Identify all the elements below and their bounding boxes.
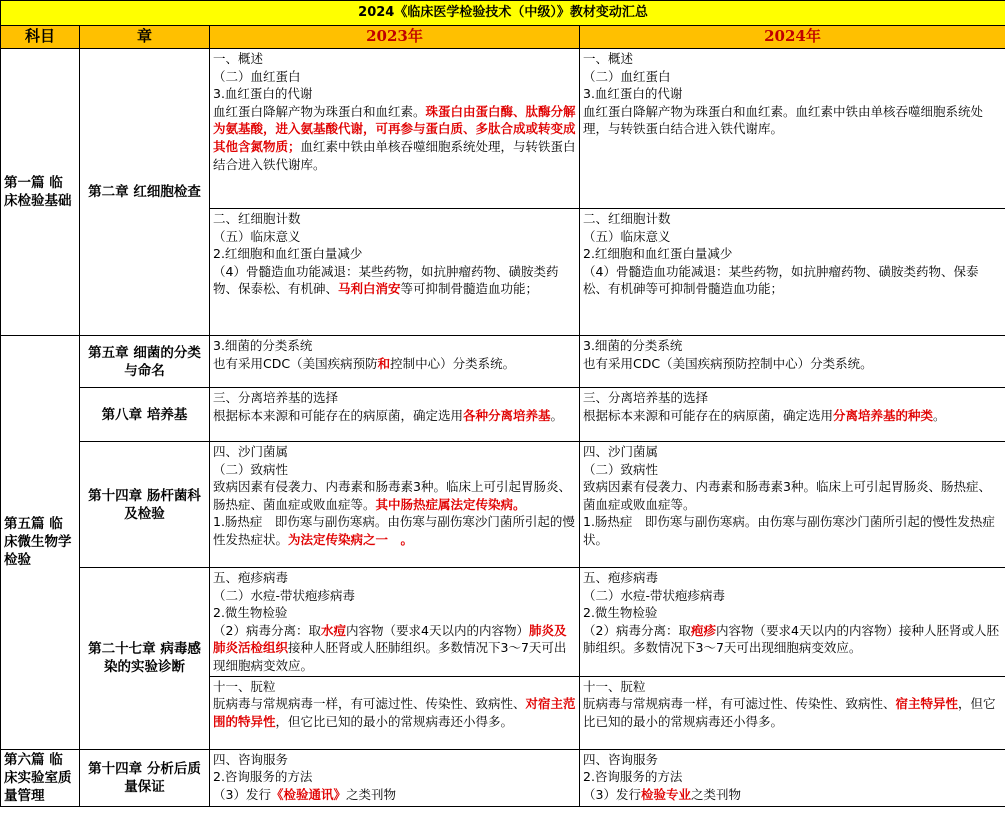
cell-2023 [210,568,580,677]
highlight-text: 检验专业 [640,786,691,802]
text-segment: 也有采用CDC（美国疾病预防 [213,355,378,371]
text-segment: （二）水痘-带状疱疹病毒 [213,587,356,603]
text-line [213,228,576,246]
text-line [583,355,1002,373]
text-segment: （二）致病性 [583,461,659,477]
header-2024: 2024年 [580,26,1005,49]
cell-2023 [210,388,580,442]
text-line [583,604,1002,622]
text-line [583,751,1002,769]
text-line [213,695,576,730]
text-segment: （3）发行 [213,786,271,802]
text-segment: （4）骨髓造血功能减退：某些药物，如抗肿瘤药物、磺胺类药物、保泰松、有机砷、 [213,263,559,297]
text-segment: 控制中心）分类系统。 [390,355,516,371]
highlight-text: 宿主特异性 [895,696,959,712]
text-line [213,786,576,804]
text-segment: 四、咨询服务 [583,751,659,767]
text-line [213,513,576,548]
header-2023: 2023年 [210,26,580,49]
text-segment: 2.红细胞和血红蛋白量减少 [213,246,363,262]
text-segment: 等可抑制骨髓造血功能； [400,281,539,297]
text-line [583,337,1002,355]
chapter-cell: 第五章 细菌的分类与命名 [80,336,210,388]
text-line [213,443,576,461]
text-line [583,461,1002,479]
text-line [213,389,576,407]
text-segment: 二、红细胞计数 [213,211,301,226]
highlight-text: 珠蛋白由蛋白酶、肽酶分解为氨基酸，进入氨基酸代谢，可再参与蛋白质、多肽合成或转变成其他含氮物质； [213,103,576,154]
text-segment: 三、分离培养基的选择 [583,390,709,405]
highlight-text: 水痘 [320,622,346,638]
table-row [1,388,1005,442]
text-line [213,622,576,675]
text-segment: 3.细菌的分类系统 [213,338,313,353]
text-segment: 十一、朊粒 [583,678,646,694]
text-segment: 2.微生物检验 [213,605,288,621]
cell-2024 [580,568,1005,677]
text-line [213,245,576,263]
text-line [583,389,1002,407]
chapter-cell: 第二十七章 病毒感染的实验诊断 [80,568,210,750]
subject-cell: 第一篇 临床检验基础 [1,49,80,336]
highlight-text: 马利白消安 [338,281,401,297]
header-subject: 科目 [1,26,80,49]
text-line [213,407,576,425]
highlight-text: 《检验通讯》 [270,786,346,802]
text-segment: 朊病毒与常规病毒一样，有可滤过性、传染性、致病性、 [213,696,526,712]
text-line [213,68,576,86]
text-segment: 血红蛋白降解产物为珠蛋白和血红素。血红素中铁由单核吞噬细胞系统处理，与转铁蛋白结合进入铁代谢库。 [583,103,984,137]
text-segment: 3.血红蛋白的代谢 [213,86,313,102]
text-line [583,678,1002,696]
text-line [213,751,576,769]
chapter-cell: 第十四章 肠杆菌科及检验 [80,442,210,568]
text-segment: 二、红细胞计数 [583,211,671,226]
header-chapter: 章 [80,26,210,49]
text-segment: （2）病毒分离：取 [583,622,691,638]
text-segment: 2.咨询服务的方法 [213,769,313,785]
text-segment: （二）致病性 [213,461,289,477]
text-segment: （二）血红蛋白 [583,68,671,84]
text-segment: 致病因素有侵袭力、内毒素和肠毒素3种。临床上可引起胃肠炎、肠热症、菌血症或败血症等。 [583,479,991,512]
text-line [213,678,576,696]
table-row [1,749,1005,806]
cell-2024 [580,336,1005,388]
text-line [583,513,1002,548]
text-segment: 血红素中铁由单核吞噬细胞系统处理，与转铁蛋白结合进入铁代谢库。 [213,138,576,172]
text-segment: 也有采用CDC（美国疾病预防控制中心）分类系统。 [583,355,873,371]
text-line [213,461,576,479]
text-segment: 接种人胚肾或人胚肺组织。多数情况下3～7天可出现细胞病变效应。 [213,640,567,673]
text-segment: 五、疱疹病毒 [583,570,659,585]
text-segment: 四、咨询服务 [213,751,289,767]
text-line [583,228,1002,246]
text-segment: 1.肠热症 即伤寒与副伤寒病。由伤寒与副伤寒沙门菌所引起的慢性发热症状。 [583,514,995,547]
cell-2023 [210,442,580,568]
text-line [213,587,576,605]
highlight-text: 对宿主范围的特异性 [213,696,576,729]
text-line [583,768,1002,786]
highlight-text: 其中肠热症属法定传染病。 [375,496,526,512]
text-segment: 2.红细胞和血红蛋白量减少 [583,246,733,262]
cell-2024 [580,442,1005,568]
text-segment: （二）血红蛋白 [213,68,301,84]
text-line [583,622,1002,657]
text-segment: 一、概述 [583,51,634,66]
highlight-text: 疱疹 [690,622,716,638]
chapter-cell: 第十四章 分析后质量保证 [80,749,210,806]
text-segment: 五、疱疹病毒 [213,570,289,585]
text-line [213,569,576,587]
text-segment: （2）病毒分离：取 [213,622,321,638]
text-segment: （五）临床意义 [213,228,301,244]
chapter-cell: 第二章 红细胞检查 [80,49,210,336]
text-line [583,68,1002,86]
text-segment: （4）骨髓造血功能减退：某些药物，如抗肿瘤药物、磺胺类药物、保泰松、有机砷等可抑制骨髓造血功能； [583,263,979,297]
chapter-cell: 第八章 培养基 [80,388,210,442]
cell-2023 [210,749,580,806]
highlight-text: 肺炎及肺炎活检组织 [213,622,567,656]
text-line [213,263,576,298]
cell-2024 [580,749,1005,806]
text-line [583,786,1002,804]
highlight-text: 和 [377,355,391,371]
text-line [213,103,576,173]
subject-cell: 第五篇 临床微生物学检验 [1,336,80,750]
cell-2024 [580,49,1005,209]
cell-2024 [580,209,1005,336]
text-line [213,85,576,103]
text-line [213,478,576,513]
text-segment: 内容物（要求4天以内的内容物） [345,622,529,638]
text-line [583,210,1002,228]
highlight-text: 分离培养基的种类 [833,407,934,423]
text-segment: 2.咨询服务的方法 [583,769,683,785]
cell-2024 [580,676,1005,749]
text-segment: 之类刊物 [690,786,741,802]
text-line [213,210,576,228]
text-segment: 3.细菌的分类系统 [583,338,683,353]
text-segment: 四、沙门菌属 [583,444,659,459]
text-segment: （3）发行 [583,786,641,802]
highlight-text: 为法定传染病之一 。 [288,531,414,547]
table-row [1,49,1005,209]
text-line [583,587,1002,605]
text-segment: 根据标本来源和可能存在的病原菌，确定选用 [213,407,464,423]
text-segment: 。 [933,407,946,423]
table-row [1,442,1005,568]
text-segment: 之类刊物 [345,786,396,802]
cell-2023 [210,209,580,336]
text-line [583,478,1002,513]
text-segment: 根据标本来源和可能存在的病原菌，确定选用 [583,407,834,423]
text-segment: 3.血红蛋白的代谢 [583,86,683,102]
text-segment: 十一、朊粒 [213,678,276,694]
text-line [583,407,1002,425]
text-line [213,604,576,622]
text-line [583,443,1002,461]
text-line [213,50,576,68]
text-segment: 血红蛋白降解产物为珠蛋白和血红素。 [213,103,426,119]
cell-2023 [210,676,580,749]
text-line [213,337,576,355]
text-segment: ，但它比已知的最小的常规病毒还小得多。 [583,696,996,729]
text-segment: 四、沙门菌属 [213,444,289,459]
text-segment: 1.肠热症 即伤寒与副伤寒病。由伤寒与副伤寒沙门菌所引起的慢性发热症状。 [213,514,575,547]
subject-cell: 第六篇 临床实验室质量管理 [1,749,80,806]
text-line [213,768,576,786]
text-segment: 致病因素有侵袭力、内毒素和肠毒素3种。临床上可引起胃肠炎、肠热症、菌血症或败血症等。 [213,479,571,512]
table-row [1,568,1005,677]
text-line [583,245,1002,263]
table-title: 2024《临床医学检验技术（中级）》教材变动汇总 [1,1,1005,26]
text-line [583,103,1002,138]
cell-2023 [210,336,580,388]
text-segment: 三、分离培养基的选择 [213,390,339,405]
text-segment: 朊病毒与常规病毒一样，有可滤过性、传染性、致病性、 [583,696,896,712]
text-segment: ，但它比已知的最小的常规病毒还小得多。 [275,713,514,729]
cell-2024 [580,388,1005,442]
text-segment: 。 [550,407,564,423]
highlight-text: 各种分离培养基 [463,407,551,423]
text-segment: （二）水痘-带状疱疹病毒 [583,587,726,603]
text-segment: 2.微生物检验 [583,605,658,621]
text-line [583,50,1002,68]
text-line [583,695,1002,730]
text-line [213,355,576,373]
text-segment: 一、概述 [213,51,264,66]
text-line [583,263,1002,298]
text-segment: （五）临床意义 [583,228,671,244]
text-segment: 内容物（要求4天以内的内容物）接种人胚肾或人胚肺组织。多数情况下3～7天可出现细胞病变效应。 [583,622,999,656]
table-row [1,336,1005,388]
text-line [583,85,1002,103]
text-line [583,569,1002,587]
cell-2023 [210,49,580,209]
